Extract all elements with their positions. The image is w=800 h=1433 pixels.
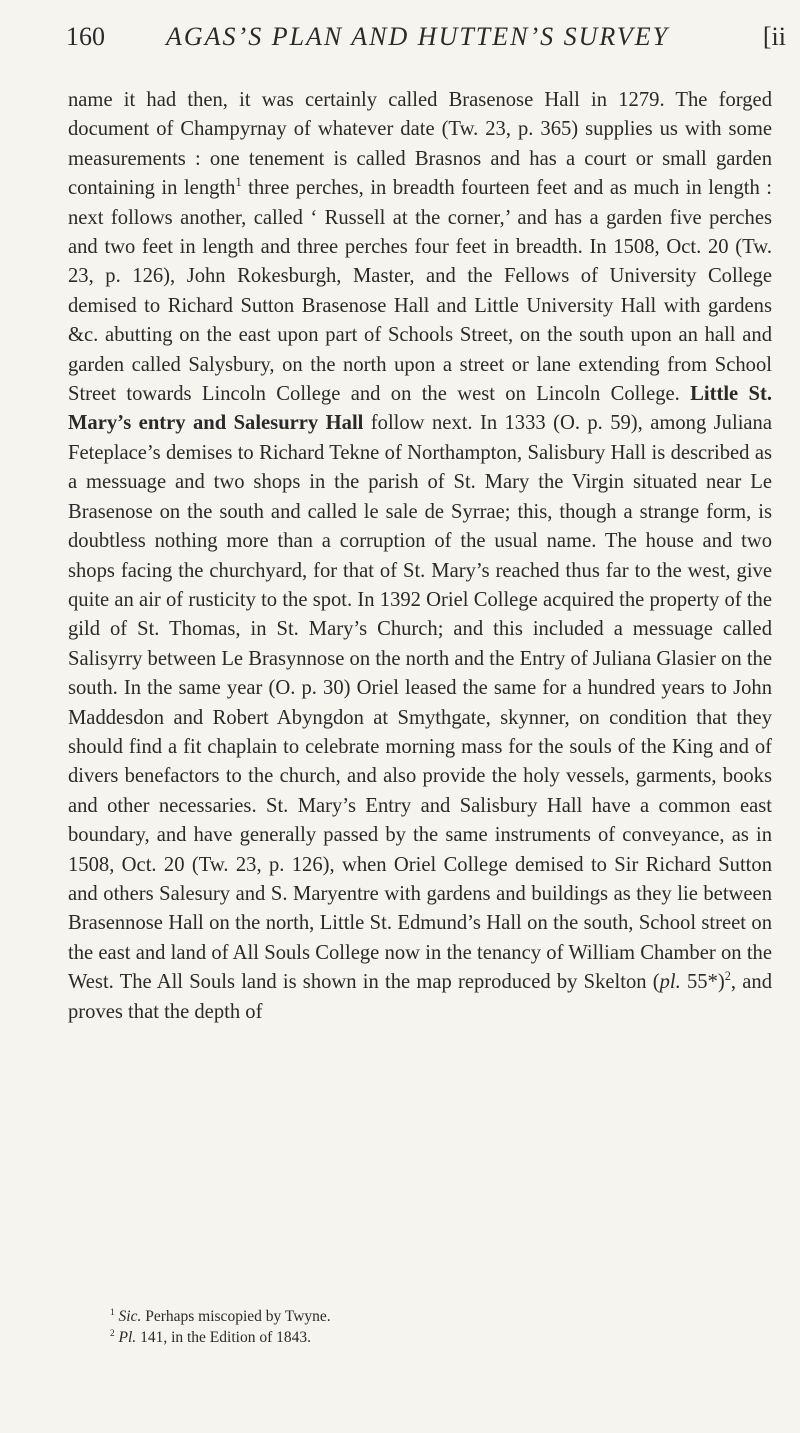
footnote — [110, 1327, 770, 1348]
footnote-text: 141, in the Edition of 1843. — [136, 1329, 311, 1346]
text-segment: three perches, in breadth fourteen feet and as much in length : next follows another, called ‘ Russell at the corner,’ and has a garden five perches and two feet in length and three perches four feet in breadth. In 1508, Oct. 20 (Tw. 23, p. 126), John Rokesburgh, Master, and the Fellows of University College demised to Richard Sutton Brasenose Hall and Little University Hall with gardens &c. abutting on the east upon part of Schools Street, on the south upon an hall and garden called Salysbury, on the north upon a street or lane extending from School Street towards Lincoln College and on the west on Lincoln College. — [68, 177, 772, 406]
footnotes — [110, 1306, 770, 1348]
body-paragraph — [68, 86, 772, 1027]
footnote-italic: Sic. — [118, 1308, 142, 1325]
footnote-ref: 1 — [235, 175, 242, 190]
running-header — [66, 22, 786, 62]
plate-ref: pl. — [659, 971, 681, 994]
text-segment: follow next. In 1333 (O. p. 59), among Juliana Feteplace’s demises to Richard Tekne of Northampton, Salisbury Hall is described as a messuage and two shops in the parish of St. Mary the Virgin situated near Le Brasenose on the south and called le sale de Syrrae; this, though a strange form, is doubtless nothing more than a corruption of the usual name. The house and two shops facing the churchyard, for that of St. Mary’s reached thus far to the west, give quite an air of rusticity to the spot. In 1392 Oriel College acquired the property of the gild of St. Thomas, in St. Mary’s Church; and this included a messuage called Salisyrry between Le Brasynnose on the north and the Entry of Juliana Glasier on the south. In the same year (O. p. 30) Oriel leased the same for a hundred years to John Maddesdon and Robert Abyngdon at Smythgate, skynner, on condition that they should find a fit chaplain to celebrate morning mass for the souls of the King and of divers benefactors to the church, and also provide the holy vessels, garments, books and other necessaries. St. Mary’s Entry and Salisbury Hall have a common east boundary, and have generally passed by the same instruments of conveyance, as in 1508, Oct. 20 (Tw. 23, p. 126), when Oriel College demised to Sir Richard Sutton and others Salesury and S. Maryentre with gardens and buildings as they lie between Brasennose Hall on the north, Little St. Edmund’s Hall on the south, School street on the east and land of All Souls College now in the tenancy of William Chamber on the West. The All Souls land is shown in the map reproduced by Skelton ( — [68, 412, 772, 994]
text-segment: , and proves that the depth of — [68, 971, 773, 1023]
section-mark: [ii — [762, 22, 786, 51]
footnote-ref: 2 — [724, 969, 731, 984]
text-segment: 55*) — [680, 971, 725, 994]
bold-heading: Little St. Mary’s entry and Salesurry Hall — [68, 383, 772, 435]
footnote-italic: Pl. — [118, 1329, 137, 1346]
running-title: AGAS’S PLAN AND HUTTEN’S SURVEY — [166, 22, 670, 51]
footnote — [110, 1306, 770, 1327]
footnote-mark: 1 — [110, 1307, 115, 1318]
page-number: 160 — [66, 22, 105, 51]
footnote-mark: 2 — [110, 1328, 115, 1339]
text-segment: name it had then, it was certainly called Brasenose Hall in 1279. The forged document of Champyrnay of whatever date (Tw. 23, p. 365) supplies us with some measurements : one tenement is called Brasnos and has a court or small garden containing in length — [68, 89, 772, 200]
footnote-text: Perhaps miscopied by Twyne. — [141, 1308, 331, 1325]
body-text — [68, 86, 772, 1027]
